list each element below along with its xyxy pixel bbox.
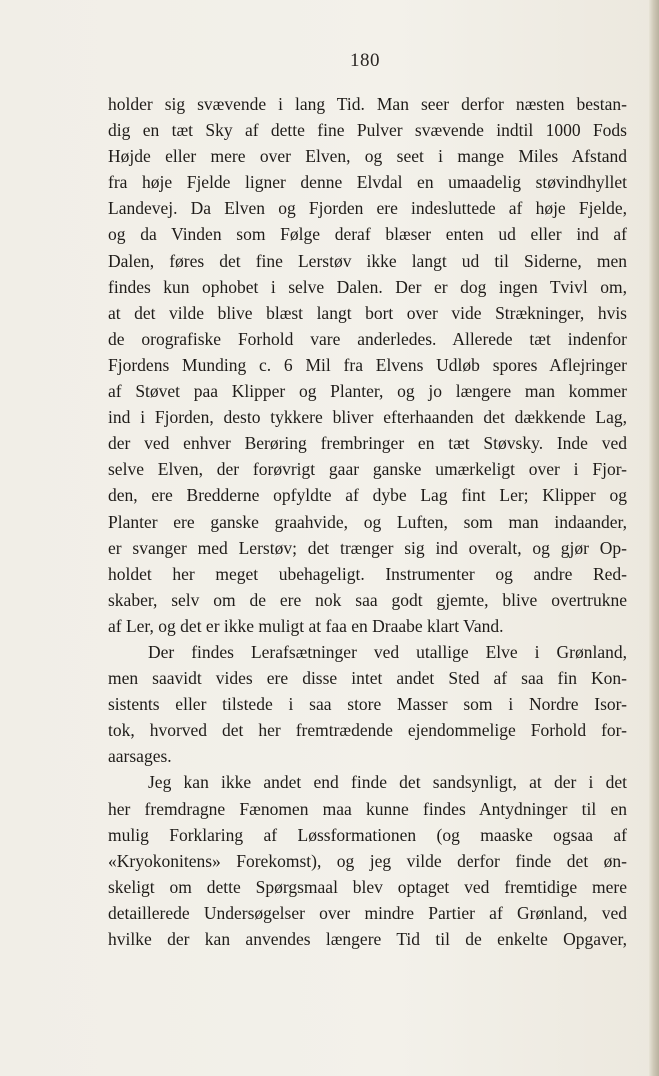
text-line: Dalen, føres det fine Lerstøv ikke langt ud til Siderne, men: [108, 250, 627, 271]
text-line: detaillerede Undersøgelser over mindre Partier af Grønland, ved: [108, 902, 627, 923]
text-line: den, ere Bredderne opfyldte af dybe Lag fint Ler; Klipper og: [108, 485, 627, 506]
text-line: der ved enhver Berøring frembringer en tæt Støvsky. Inde ved: [108, 433, 627, 454]
text-line: Højde eller mere over Elven, og seet i mange Miles Afstand: [108, 146, 627, 167]
text-line: af Ler, og det er ikke muligt at faa en Draabe klart Vand.: [108, 615, 504, 636]
text-line: dig en tæt Sky af dette fine Pulver svævende indtil 1000 Fods: [108, 120, 627, 141]
text-line: hvilke der kan anvendes længere Tid til de enkelte Opgaver,: [108, 929, 627, 949]
text-line: tok, hvorved det her fremtrædende ejendommelige Forhold for-: [108, 720, 627, 741]
text-line: her fremdragne Fænomen maa kunne findes Antydninger til en: [108, 798, 627, 819]
text-line: Landevej. Da Elven og Fjorden ere indesluttede af høje Fjelde,: [108, 198, 627, 219]
text-line: Fjordens Munding c. 6 Mil fra Elvens Udløb spores Aflejringer: [108, 354, 627, 375]
text-line: at det vilde blive blæst langt bort over vide Strækninger, hvis: [108, 302, 627, 323]
text-line: «Kryokonitens» Forekomst), og jeg vilde derfor finde det øn-: [108, 850, 627, 871]
text-line: selve Elven, der forøvrigt gaar ganske umærkeligt over i Fjor-: [108, 459, 627, 480]
text-line: og da Vinden som Følge deraf blæser enten ud eller ind af: [108, 224, 627, 245]
text-line: holder sig svævende i lang Tid. Man seer derfor næsten bestan-: [108, 94, 627, 114]
page-edge-shadow: [649, 0, 659, 1076]
text-line: Jeg kan ikke andet end finde det sandsynligt, at der i det: [148, 772, 627, 793]
text-line: findes kun ophobet i selve Dalen. Der er dog ingen Tvivl om,: [108, 276, 627, 297]
text-line: ind i Fjorden, desto tykkere bliver efterhaanden det dækkende Lag,: [108, 407, 627, 428]
text-line: fra høje Fjelde ligner denne Elvdal en umaadelig støvindhyllet: [108, 172, 627, 193]
text-line: aarsages.: [108, 746, 172, 767]
body-text: [108, 91, 627, 952]
page-number: 180: [350, 50, 380, 71]
text-line: skeligt om dette Spørgsmaal blev optaget ved fremtidige mere: [108, 876, 627, 897]
text-line: er svanger med Lerstøv; det trænger sig ind overalt, og gjør Op-: [108, 537, 627, 558]
text-line: Planter ere ganske graahvide, og Luften, som man indaander,: [108, 511, 627, 532]
text-line: holdet her meget ubehageligt. Instrumenter og andre Red-: [108, 563, 627, 584]
text-line: sistents eller tilstede i saa store Masser som i Nordre Isor-: [108, 694, 627, 715]
text-line: men saavidt vides ere disse intet andet Sted af saa fin Kon-: [108, 668, 627, 689]
text-line: de orografiske Forhold vare anderledes. Allerede tæt indenfor: [108, 328, 627, 349]
text-line: Der findes Lerafsætninger ved utallige Elve i Grønland,: [148, 641, 627, 662]
text-line: af Støvet paa Klipper og Planter, og jo længere man kommer: [108, 381, 627, 402]
text-line: skaber, selv om de ere nok saa godt gjemte, blive overtrukne: [108, 589, 627, 610]
text-line: mulig Forklaring af Løssformationen (og maaske ogsaa af: [108, 824, 627, 845]
